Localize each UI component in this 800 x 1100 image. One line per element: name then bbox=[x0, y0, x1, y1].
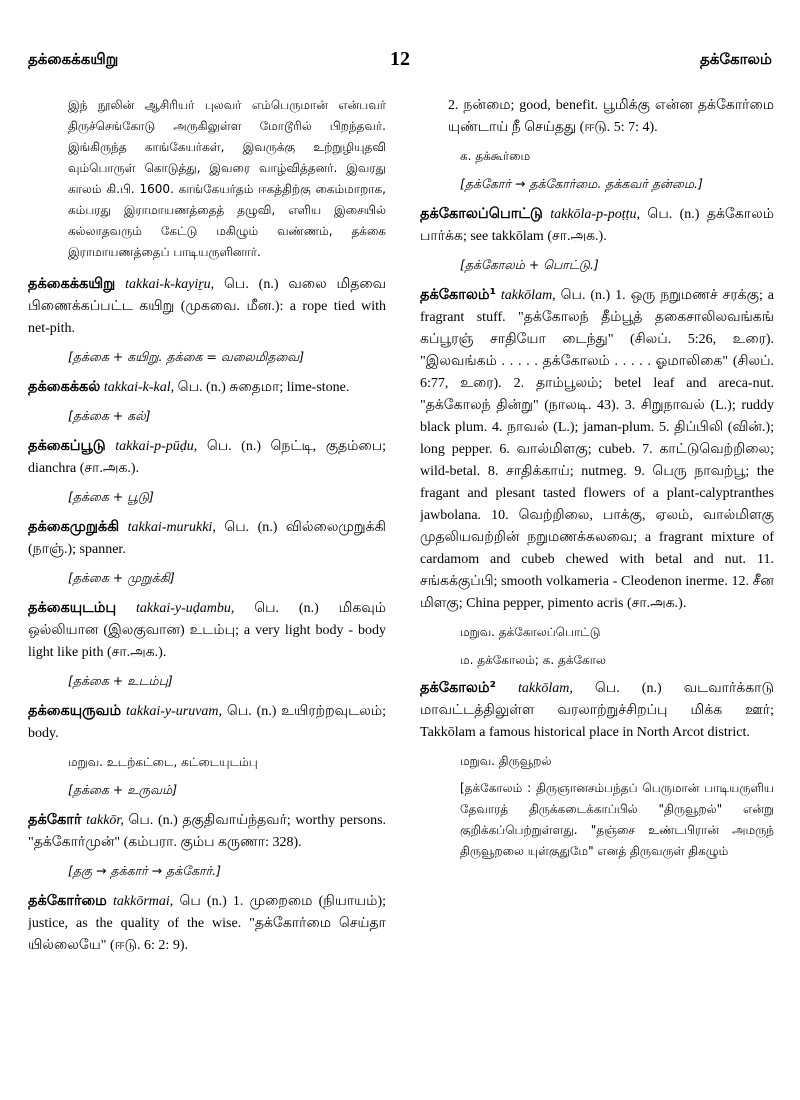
etymology: [தக்கை + முறுக்கி] bbox=[68, 570, 175, 585]
synonyms: மறுவ. திருவூறல் bbox=[460, 754, 552, 768]
transliteration: takkōla-p-poṭṭu, bbox=[550, 207, 641, 222]
headword: தக்கோர்மை bbox=[28, 893, 107, 909]
definition: பெ. (n.) தக்கோலம் பார்க்க; see takkōlam (சா.அக.). bbox=[420, 207, 774, 244]
headword: தக்கைக்கல் bbox=[28, 379, 101, 395]
entry-takkaiyuruvam bbox=[28, 700, 386, 745]
entry-takkormai bbox=[28, 890, 386, 957]
transliteration: takkai-k-kal, bbox=[103, 380, 175, 395]
synonyms: மறுவ. உடற்கட்டை, கட்டையுடம்பு bbox=[68, 755, 258, 769]
continuation-text: 2. நன்மை; good, benefit. பூமிக்கு என்ன தக்கோர்மை யுண்டாய் நீ செய்தது (ஈடு. 5: 7: 4). bbox=[448, 98, 774, 135]
left-column bbox=[28, 95, 386, 1090]
intro-note: இந் நூலின் ஆசிரியர் புலவர் எம்பெருமான் என்பவர் திருச்செங்கோடு அருகிலுள்ள மோடூரில் பிறந்தவர். இங்கிருந்த காங்கேயர்கள், இவருக்கு உற்றுழியுதவி வும்பொருள் கொடுத்து, இவரை வாழ்வித்தனர். இவரது காலம் கி.பி. 1600. காங்கேயர்தம் ஈகத்திற்கு கைம்மாறாக, கம்பரது இராமாயணத்தைத் தழுவி, எளிய இசையில் கல்லாதவரும் கேட்டு மகிழும் வண்ணம், தக்கை இராமாயணத்தைப் பாடியருளினார். bbox=[68, 98, 386, 259]
transliteration: takkai-y-uḍambu, bbox=[136, 601, 235, 616]
etymology: [தக்கோர் → தக்கோர்மை. தக்கவர் தன்மை.] bbox=[460, 176, 703, 191]
definition: பெ. (n.) வலை மிதவை பிணைக்கப்பட்ட கயிறு (முகவை. மீன.): a rope tied with net-pith. bbox=[28, 277, 386, 336]
transliteration: takkōr, bbox=[86, 813, 124, 828]
etymology: [தக்கை + கயிறு. தக்கை = வலைமிதவை] bbox=[68, 349, 305, 364]
transliteration: takkōlam, bbox=[500, 288, 556, 303]
transliteration: takkai-murukki, bbox=[127, 520, 216, 535]
headword: தக்கையுருவம் bbox=[28, 703, 122, 719]
transliteration: takkai-p-pūḍu, bbox=[115, 439, 198, 454]
headword: தக்கோலம்¹ bbox=[420, 287, 496, 303]
definition: பெ. (n.) உயிரற்றவுடலம்; body. bbox=[28, 704, 386, 741]
headword: தக்கைக்கயிறு bbox=[28, 276, 116, 292]
etymology: [தகு → தக்கார் → தக்கோர்.] bbox=[68, 863, 222, 878]
entry-takkolam-1 bbox=[420, 284, 774, 615]
etymology: [தக்கை + உடம்பு] bbox=[68, 673, 173, 688]
transliteration: takkōlam, bbox=[518, 681, 573, 696]
right-column bbox=[420, 95, 774, 1090]
entry-takkaikkayiru bbox=[28, 273, 386, 340]
transliteration: takkōrmai, bbox=[113, 894, 174, 909]
entry-takkolam-2 bbox=[420, 677, 774, 744]
entry-takkaimurukki bbox=[28, 516, 386, 561]
page-header bbox=[28, 50, 772, 80]
definition: பெ. (n.) சுதைமா; lime-stone. bbox=[177, 380, 350, 395]
definition: பெ. (n.) வடவார்க்காடு மாவட்டத்திலுள்ள வரலாற்றுச்சிறப்பு மிக்க ஊர்; Takkōlam a famous historical place in North Arcot district. bbox=[420, 681, 774, 740]
page-number: 12 bbox=[390, 48, 410, 70]
etymology-note: [தக்கோலம் : திருஞானசம்பந்தப் பெருமான் பாடியருளிய தேவாரத் திருக்கடைக்காப்பில் "திருவூறல்" என்று குறிக்கப்பெற்றுள்ளது. "தஞ்சை உண்டபிரான் அமருந் திருவூறலை யுள்குதுமே" எனத் திருவருள் திகழும் bbox=[460, 781, 774, 858]
headword: தக்கோர் bbox=[28, 812, 82, 828]
headword: தக்கைப்பூடு bbox=[28, 438, 106, 454]
header-left-guideword: தக்கைக்கயிறு bbox=[28, 50, 119, 68]
transliteration: takkai-y-uruvam, bbox=[126, 704, 223, 719]
cognates: க. தக்கூர்மை bbox=[460, 149, 531, 163]
headword: தக்கைமுறுக்கி bbox=[28, 519, 120, 535]
definition: பெ. (n.) வில்லைமுறுக்கி (நாஞ்.); spanner. bbox=[28, 520, 386, 557]
definition: பெ. (n.) நெட்டி, குதம்பை; dianchra (சா.அக.). bbox=[28, 439, 386, 476]
synonyms: மறுவ. தக்கோலப்பொட்டு bbox=[460, 625, 601, 639]
headword: தக்கையுடம்பு bbox=[28, 600, 117, 616]
etymology: [தக்கை + உருவம்] bbox=[68, 782, 178, 797]
headword: தக்கோலப்பொட்டு bbox=[420, 206, 543, 222]
entry-takkaippudu bbox=[28, 435, 386, 480]
entry-takkor bbox=[28, 809, 386, 854]
etymology: [தக்கோலம் + பொட்டு.] bbox=[460, 257, 599, 272]
definition: பெ (n.) 1. முறைமை (நியாயம்); justice, as the quality of the wise. "தக்கோர்மை செய்தா யில்லையே" (ஈடு. 6: 2: 9). bbox=[28, 894, 386, 953]
entry-takkaiyudambu bbox=[28, 597, 386, 664]
entry-takkaikkal bbox=[28, 376, 386, 399]
definition: பெ. (n.) தகுதிவாய்ந்தவர்; worthy persons. "தக்கோர்முன்" (கம்பரா. கும்ப கருணா: 328). bbox=[28, 813, 386, 850]
transliteration: takkai-k-kayiṟu, bbox=[125, 277, 215, 292]
cognates: ம. தக்கோலம்; க. தக்கோல bbox=[460, 653, 606, 667]
definition: பெ. (n.) மிகவும் ஒல்லியான (இலகுவான) உடம்பு; a very light body - body light like pith (சா.அக.). bbox=[28, 601, 386, 660]
headword: தக்கோலம்² bbox=[420, 680, 496, 696]
definition: பெ. (n.) 1. ஒரு நறுமணச் சரக்கு; a fragrant stuff. "தக்கோலந் தீம்பூத் தகைசாலிலவங்கங் கப்பூரஞ் சாதியோ டைந்து" (சிலப். 5:26, உரை). "இலவங்கம் . . . . . தக்கோலம் . . . . . ஓமாலிகை" (சிலப். 6:77, உரை). 2. தாம்பூலம்; betel leaf and areca-nut. "தக்கோலந் தின்று" (நாலடி. 43). 3. சிறுநாவல் (L.); ruddy black plum. 4. நாவல் (L.); jaman-plum. 5. திப்பிலி (வின்.); long pepper. 6. வால்மிளகு; cubeb. 7. காட்டுவெற்றிலை; wild-betal. 8. சாதிக்காய்; nutmeg. 9. பெரு நாவற்பூ; the fragant and plesant tasted flowers of a plant-calyptranthes jawbolana. 10. வெற்றிலை, பாக்கு, ஏலம், வால்மிளகு முதலியவற்றின் நறுமணக்கலவை; a fragrant mixture of cardamom and cubeb chewed with betal and nut. 11. சங்கக்குப்பி; smooth volkameria - Cleodenon inerme. 12. சீன மிளகு; China pepper, pimento acris (சா.அக.). bbox=[420, 288, 774, 611]
etymology: [தக்கை + பூடு] bbox=[68, 489, 154, 504]
header-right-guideword: தக்கோலம் bbox=[700, 50, 772, 68]
entry-takkolappottu bbox=[420, 203, 774, 248]
etymology: [தக்கை + கல்] bbox=[68, 408, 151, 423]
